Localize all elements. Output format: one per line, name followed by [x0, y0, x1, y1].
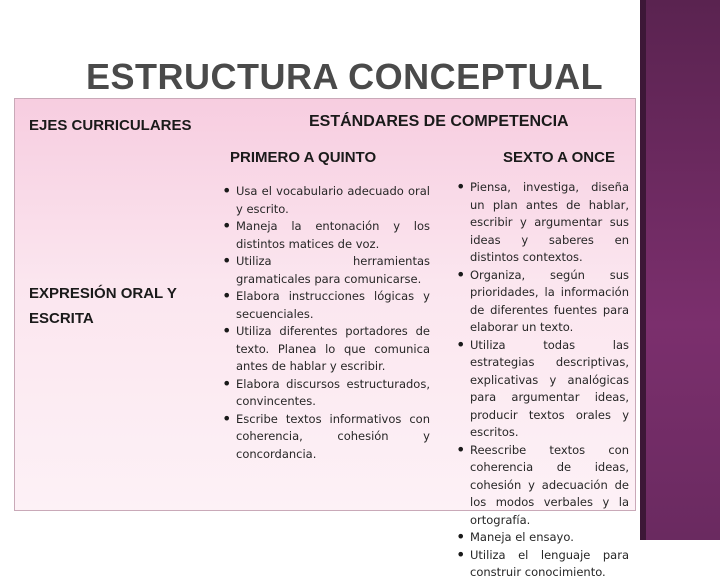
primero-header: PRIMERO A QUINTO	[230, 149, 377, 166]
list-item: • Utiliza el lenguaje para construir conocimiento.	[456, 544, 629, 579]
bullet-icon: •	[456, 334, 466, 354]
ejes-header: EJES CURRICULARES	[29, 117, 192, 134]
bullet-icon: •	[222, 321, 232, 340]
bullet-icon: •	[222, 216, 232, 235]
list-item: • Usa el vocabulario adecuado oral y escrito.	[222, 181, 430, 216]
list-item: • Maneja el ensayo.	[456, 527, 574, 546]
bullet-icon: •	[456, 439, 466, 459]
bullet-icon: •	[456, 264, 466, 284]
sexto-header: SEXTO A ONCE	[503, 149, 615, 166]
bullet-icon: •	[222, 373, 232, 393]
bullet-icon: •	[456, 177, 466, 196]
list-item: • Utiliza todas las estrategias descriptivas, explicativas y analógicas para argumentar ideas, producir textos orales y escritos.	[456, 334, 629, 439]
bullet-icon: •	[222, 251, 232, 270]
list-item: • Piensa, investiga, diseña un plan antes de hablar, escribir y argumentar sus ideas y saberes en distintos contextos.	[456, 177, 629, 264]
list-item: • Reescribe textos con coherencia de ideas, cohesión y adecuación de los modos verbales y la ortografía.	[456, 439, 629, 527]
sexto-list	[456, 179, 629, 582]
list-item: • Utiliza herramientas gramaticales para comunicarse.	[222, 251, 430, 286]
eje-expresion: EXPRESIÓN ORAL Y ESCRITA	[29, 285, 177, 327]
list-item: • Maneja la entonación y los distintos matices de voz.	[222, 216, 430, 251]
decorative-side-strip	[640, 0, 720, 540]
page-title: ESTRUCTURA CONCEPTUAL	[86, 56, 604, 97]
estandares-header: ESTÁNDARES DE COMPETENCIA	[309, 113, 569, 130]
list-item: • Utiliza diferentes portadores de texto. Planea lo que comunica antes de hablar y escribir.	[222, 321, 430, 373]
content-panel	[14, 98, 636, 579]
list-item: • Elabora instrucciones lógicas y secuenciales.	[222, 286, 430, 321]
list-item: • Elabora discursos estructurados, convincentes.	[222, 373, 430, 408]
list-item: • Organiza, según sus prioridades, la información de diferentes fuentes para elaborar un texto.	[456, 264, 629, 334]
bullet-icon: •	[222, 408, 232, 428]
bullet-icon: •	[456, 544, 466, 564]
list-item: • Escribe textos informativos con coherencia, cohesión y concordancia.	[222, 408, 430, 461]
bullet-icon: •	[222, 286, 232, 305]
primero-list	[222, 183, 430, 463]
bullet-icon: •	[222, 181, 232, 200]
bullet-icon: •	[456, 527, 466, 546]
